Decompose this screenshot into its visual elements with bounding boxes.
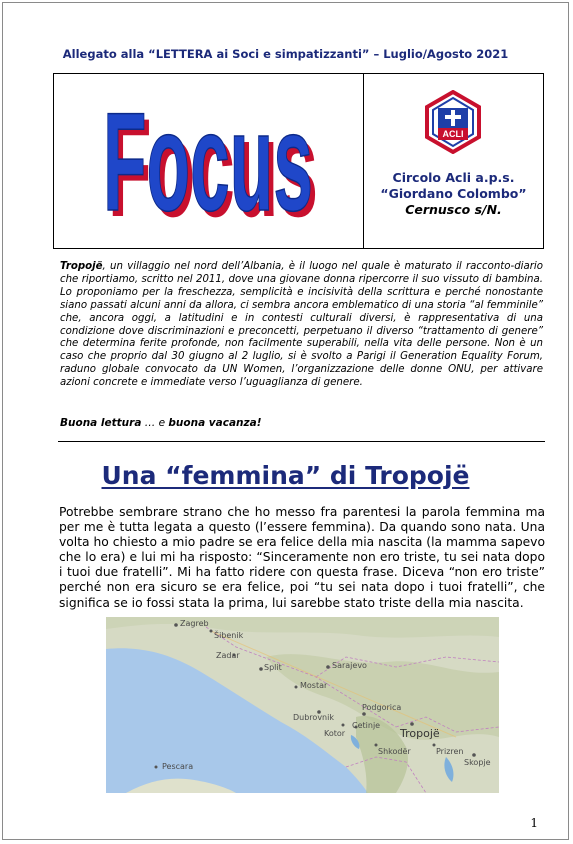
circolo-city: Cernusco s/N. xyxy=(405,202,502,217)
masthead-box xyxy=(53,73,544,249)
map-label-pescara: Pescara xyxy=(162,762,194,771)
document-page xyxy=(2,2,569,840)
focus-shadow: Focus xyxy=(108,89,318,238)
circolo-info xyxy=(364,170,543,218)
map-label-tropoje: Tropojë xyxy=(400,727,440,740)
focus-main: Focus xyxy=(103,88,313,238)
closing-line xyxy=(60,417,262,429)
intro-paragraph xyxy=(60,261,543,390)
map-label-podgorica: Podgorica xyxy=(362,703,402,712)
intro-lead: Tropojë xyxy=(60,261,103,272)
map-label-kotor: Kotor xyxy=(324,729,346,738)
map-label-mostar: Mostar xyxy=(300,681,328,690)
focus-logotype xyxy=(96,88,336,238)
balkans-map xyxy=(106,617,499,793)
article-title: Una “femmina” di Tropojë xyxy=(101,461,470,490)
closing-reading: Buona lettura xyxy=(60,417,142,429)
map-label-cetinje: Cetinje xyxy=(352,721,381,730)
focus-panel xyxy=(54,74,364,248)
map-label-shkoder: Shkodër xyxy=(378,747,411,756)
circolo-name: Circolo Acli a.p.s. xyxy=(392,170,515,185)
article-body: Potrebbe sembrare strano che ho messo fra parentesi la parola femmina ma per me è tutta legata a questo (l’essere femmina). Da quando sono nata. Una volta ho chiesto a mio padre se era felice della mia nascita (la mamma sapevo che lo era) e lui mi ha risposto: “Sinceramente non ero triste, tu sei nata dopo i tuoi due fratelli”. Mi ha fatto ridere con questa frase. Diceva “non ero triste” perché non era sicuro se era felice, poi “tu sei nata dopo i tuoi fratelli”, che significa se io fossi stata la prima, lui sarebbe stato triste della mia nascita. xyxy=(59,505,545,610)
closing-mid: … e xyxy=(141,417,169,429)
closing-vacation: buona vacanza! xyxy=(168,417,262,429)
section-divider xyxy=(58,441,545,442)
attachment-note: Allegato alla “LETTERA ai Soci e simpatizzanti” – Luglio/Agosto 2021 xyxy=(62,47,509,61)
page-number: 1 xyxy=(530,816,538,830)
circolo-panel xyxy=(364,74,543,248)
map-label-sarajevo: Sarajevo xyxy=(332,661,367,670)
map-label-skopje: Skopje xyxy=(464,758,491,767)
map-label-zadar: Zadar xyxy=(216,651,240,660)
map-label-prizren: Prizren xyxy=(436,747,464,756)
map-label-zagreb: Zagreb xyxy=(180,619,209,628)
circolo-dedication: “Giordano Colombo” xyxy=(380,186,527,201)
map-label-split: Split xyxy=(264,663,282,672)
acli-logo-text: ACLI xyxy=(442,129,464,139)
map-label-sibenik: Šibenik xyxy=(214,631,244,640)
intro-text: , un villaggio nel nord dell’Albania, è il luogo nel quale è maturato il racconto-diario che riportiamo, scritto nel 2011, dove una giovane donna ripercorre il suo vissuto di bambina. Lo proponiamo per la freschezza, semplicità e incisività della scrittura e perché nonostante siano passati alcuni anni da allora, ci sembra ancora emblematico di una storia “al femminile” che, ancora oggi, a latitudini e in contesti culturali diversi, è rappresentativa di una condizione dove discriminazioni e preconcetti, perpetuano il diverso “trattamento di genere” che determina ferite profonde, non facilmente superabili, nella vita delle persone. Non è un caso che proprio dal 30 giugno al 2 luglio, si è svolto a Parigi il Generation Equality Forum, raduno globale convocato da UN Women, l’organizzazione delle donne ONU, per attivare azioni concrete e immediate verso l’uguaglianza di genere. xyxy=(60,261,543,389)
acli-logo xyxy=(421,90,485,154)
map-label-dubrovnik: Dubrovnik xyxy=(293,713,334,722)
